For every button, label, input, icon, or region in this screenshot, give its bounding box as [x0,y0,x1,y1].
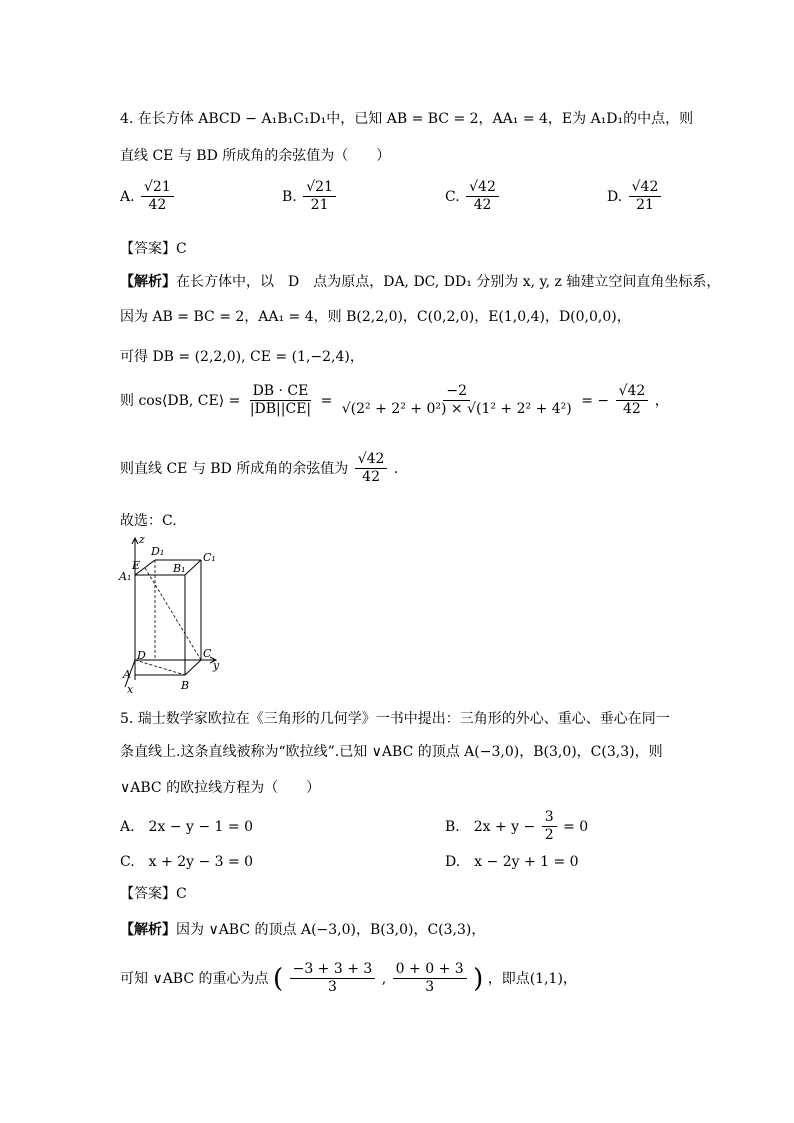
label-a1: A₁ [119,570,132,583]
q4-analysis-line2: 因为 AB = BC = 2，AA₁ = 4，则 B(2,2,0)，C(0,2,0)，E(1,0,4)，D(0,0,0)， [120,309,631,325]
segment-ce [145,568,201,660]
q4-analysis-line5: 则直线 CE 与 BD 所成角的余弦值为 $\frac{√42}{42}$ . [120,451,399,486]
q5-option-d: D. x − 2y + 1 = 0 [445,854,579,870]
q5-option-b: B. 2x + y − $\frac{3}{2}$ = 0 [445,809,589,844]
label-a: A [123,668,131,681]
q5-option-c: C. x + 2y − 3 = 0 [120,854,254,870]
q5-answer: 【答案】C [120,886,187,902]
q4-analysis-line1: 【解析】在长方体中，以 D 点为原点，DA, DC, DD₁ 分别为 x, y, z 轴建立空间直角坐标系， [120,274,721,290]
label-d: D [137,649,146,662]
q5-analysis-line2: 可知 ∨ABC 的重心为点 ( $\frac{-3 + 3 + 3}{3}$ , $\frac{0 + 0 + 3}{3}$ ) ，即点(1,1)， [120,961,577,996]
label-e: E [132,559,141,572]
label-c: C [203,647,212,660]
label-c1: C₁ [203,551,216,564]
label-b: B [181,679,190,692]
label-b1: B₁ [173,562,186,575]
close-paren: ) [473,963,484,994]
edge-b-c [185,660,201,675]
q5-analysis-line1: 【解析】因为 ∨ABC 的顶点 A(−3,0)，B(3,0)，C(3,3)， [120,922,486,938]
label-x: x [127,683,134,695]
q4-option-b: B. $\frac{√21}{21}$ [282,180,338,214]
open-paren: ( [272,963,284,994]
cuboid-figure [115,535,225,695]
q4-answer: 【答案】C [120,241,187,257]
q4-analysis-line4: 则 cos⟨DB, CE⟩ = $\frac{DB \cdot CE}{|DB||CE|}$ = $\frac{-2}{\text{√(2² + 2² + 0²) × √(1² + 2² + 4²)}}$ = − $\frac{√42}{42}$ ， [120,383,669,418]
label-y: y [213,659,220,672]
q5-option-a: A. 2x − y − 1 = 0 [120,819,253,835]
label-z: z [139,535,145,546]
edge-b1-c1 [185,560,201,575]
q4-option-c: C. $\frac{√42}{42}$ [445,180,501,214]
q5-stem-line2: 条直线上.这条直线被称为“欧拉线”.已知 ∨ABC 的顶点 A(−3,0)，B(3,0)，C(3,3)，则 [120,744,663,760]
q4-option-d: D. $\frac{√42}{21}$ [607,180,663,214]
q4-analysis-line3: 可得 DB = (2,2,0), CE = (1,−2,4)， [120,349,364,365]
label-d1: D₁ [151,545,165,558]
comma: , [381,970,387,987]
segment-db [135,660,185,675]
q4-stem-line2: 直线 CE 与 BD 所成角的余弦值为（ ） [120,148,391,164]
q4-stem-line1: 4. 在长方体 ABCD − A₁B₁C₁D₁中，已知 AB = BC = 2，AA₁ = 4，E为 A₁D₁的中点，则 [120,111,694,127]
q4-choose: 故选：C. [120,513,177,529]
q4-option-a: A. $\frac{√21}{42}$ [120,180,176,214]
q5-stem-line1: 5. 瑞士数学家欧拉在《三角形的几何学》一书中提出：三角形的外心、重心、垂心在同一 [120,711,670,727]
q5-stem-line3: ∨ABC 的欧拉线方程为（ ） [120,780,321,796]
